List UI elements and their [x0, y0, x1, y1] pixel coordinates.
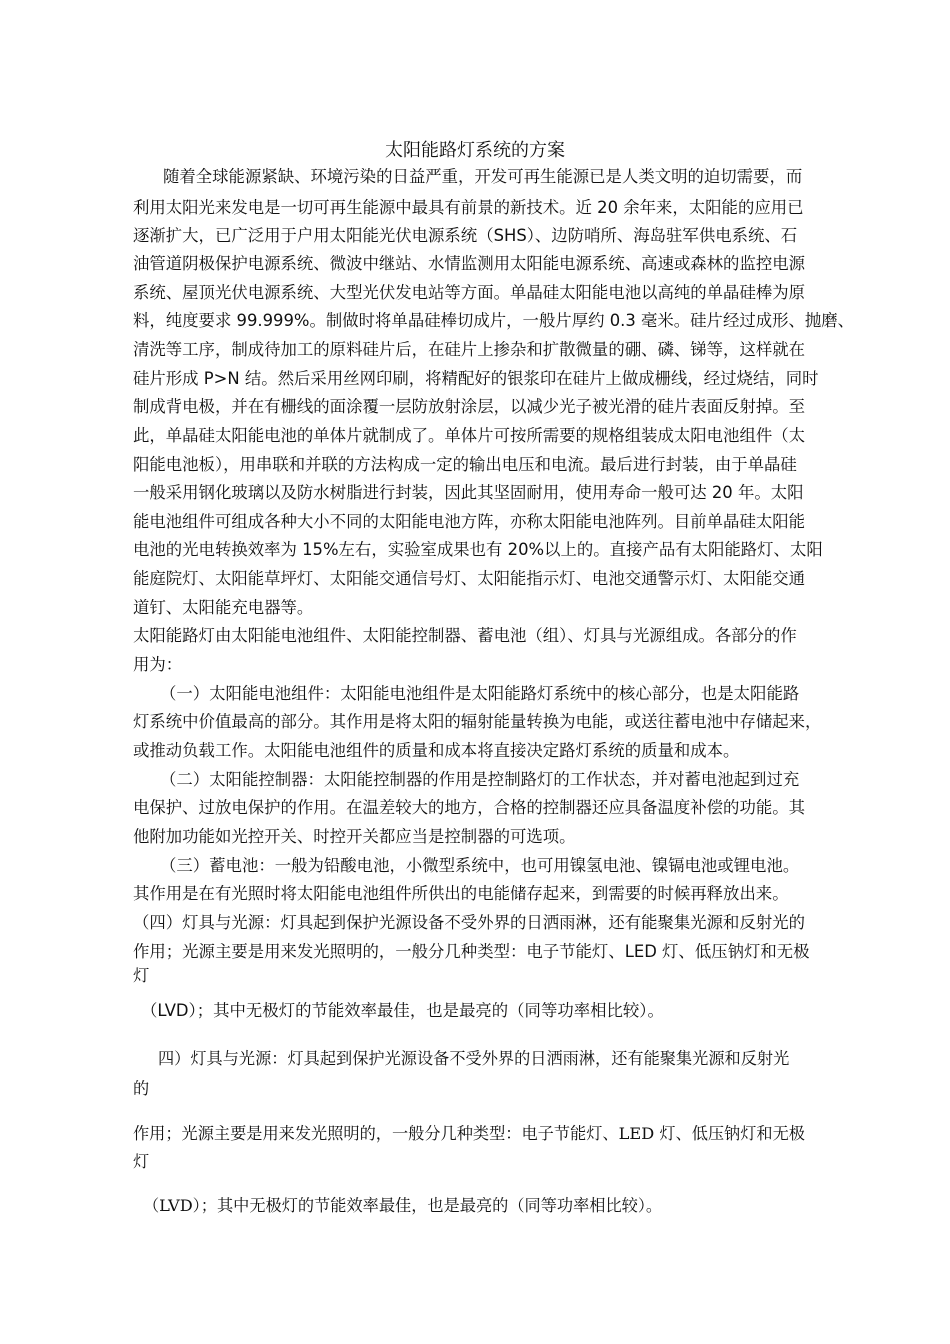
- text-line: 制成背电极，并在有栅线的面涂覆一层防放射涂层，以减少光子被光滑的硅片表面反射掉。至: [133, 397, 806, 416]
- text-line: 灯: [133, 1152, 150, 1171]
- text-line: （二）太阳能控制器：太阳能控制器的作用是控制路灯的工作状态，并对蓄电池起到过充: [160, 770, 800, 789]
- text-line: 能电池组件可组成各种大小不同的太阳能电池方阵，亦称太阳能电池阵列。目前单晶硅太阳能: [133, 512, 806, 531]
- text-line: （一）太阳能电池组件：太阳能电池组件是太阳能路灯系统中的核心部分，也是太阳能路: [160, 684, 800, 703]
- text-line: 作用；光源主要是用来发光照明的，一般分几种类型：电子节能灯、LED 灯、低压钠灯和无极: [133, 942, 810, 961]
- text-line: 逐渐扩大，已广泛用于户用太阳能光伏电源系统（SHS）、边防哨所、海岛驻军供电系统、石: [133, 226, 798, 245]
- text-line: 的: [133, 1079, 150, 1098]
- text-line: 利用太阳光来发电是一切可再生能源中最具有前景的新技术。近 20 余年来，太阳能的应用已: [133, 198, 804, 217]
- text-line: 作用；光源主要是用来发光照明的，一般分几种类型：电子节能灯、LED 灯、低压钠灯和无极: [133, 1124, 805, 1143]
- text-line: 太阳能路灯由太阳能电池组件、太阳能控制器、蓄电池（组）、灯具与光源组成。各部分的作: [133, 626, 797, 645]
- text-line: 灯系统中价值最高的部分。其作用是将太阳的辐射能量转换为电能，或送往蓄电池中存储起来，: [133, 712, 822, 731]
- text-line: 系统、屋顶光伏电源系统、大型光伏发电站等方面。单晶硅太阳能电池以高纯的单晶硅棒为原: [133, 283, 806, 302]
- text-line: 料，纯度要求 99.999%。制做时将单晶硅棒切成片，一般片厚约 0.3 毫米。硅片经过成形、抛磨、: [133, 311, 855, 330]
- text-line: 清洗等工序，制成待加工的原料硅片后，在硅片上掺杂和扩散微量的硼、磷、锑等，这样就在: [133, 340, 806, 359]
- text-line: （四）灯具与光源：灯具起到保护光源设备不受外界的日洒雨淋，还有能聚集光源和反射光的: [133, 913, 806, 932]
- text-line: 能庭院灯、太阳能草坪灯、太阳能交通信号灯、太阳能指示灯、电池交通警示灯、太阳能交通: [133, 569, 806, 588]
- text-line: 用为：: [133, 655, 183, 674]
- text-line: 油管道阴极保护电源系统、微波中继站、水情监测用太阳能电源系统、高速或森林的监控电源: [133, 254, 806, 273]
- text-line: 道钉、太阳能充电器等。: [133, 598, 314, 617]
- text-line: 硅片形成 P>N 结。然后采用丝网印刷，将精配好的银浆印在硅片上做成栅线，经过烧结，同时: [133, 369, 819, 388]
- text-line: （LVD）；其中无极灯的节能效率最佳，也是最亮的（同等功率相比较）。: [143, 1196, 663, 1215]
- text-line: 此，单晶硅太阳能电池的单体片就制成了。单体片可按所需要的规格组装成太阳电池组件（太: [133, 426, 806, 445]
- text-line: 电池的光电转换效率为 15%左右，实验室成果也有 20%以上的。直接产品有太阳能路灯、太阳: [133, 540, 823, 559]
- text-line: 一般采用钢化玻璃以及防水树脂进行封装，因此其坚固耐用，使用寿命一般可达 20 年。太阳: [133, 483, 804, 502]
- text-line: 灯: [133, 966, 150, 985]
- text-line: 阳能电池板），用串联和并联的方法构成一定的输出电压和电流。最后进行封装，由于单晶硅: [133, 455, 797, 474]
- text-line: 电保护、过放电保护的作用。在温差较大的地方，合格的控制器还应具备温度补偿的功能。其: [133, 798, 806, 817]
- document-title: 太阳能路灯系统的方案: [385, 140, 565, 161]
- text-line: 或推动负载工作。太阳能电池组件的质量和成本将直接决定路灯系统的质量和成本。: [133, 741, 740, 760]
- text-line: 他附加功能如光控开关、时控开关都应当是控制器的可选项。: [133, 827, 576, 846]
- text-line: 四）灯具与光源：灯具起到保护光源设备不受外界的日洒雨淋，还有能聚集光源和反射光: [158, 1049, 790, 1068]
- text-line: 随着全球能源紧缺、环境污染的日益严重，开发可再生能源已是人类文明的迫切需要，而: [163, 167, 803, 186]
- text-line: 其作用是在有光照时将太阳能电池组件所供出的电能储存起来，到需要的时候再释放出来。: [133, 884, 789, 903]
- text-line: （LVD）；其中无极灯的节能效率最佳，也是最亮的（同等功率相比较）。: [141, 1001, 664, 1020]
- text-line: （三）蓄电池：一般为铅酸电池，小微型系统中，也可用镍氢电池、镍镉电池或锂电池。: [160, 856, 800, 875]
